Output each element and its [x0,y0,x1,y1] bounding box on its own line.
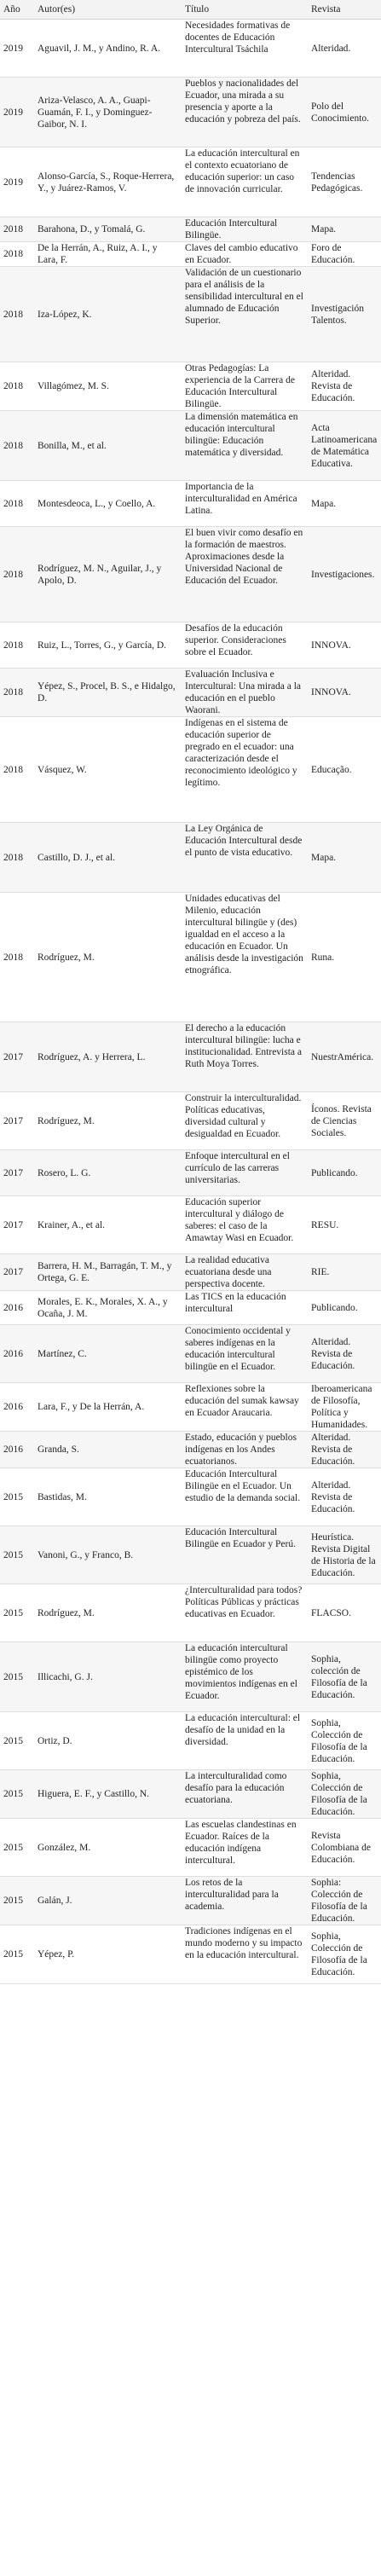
cell-authors: Rodríguez, M. [34,893,182,1022]
cell-title: Claves del cambio educativo en Ecuador. [182,242,308,267]
cell-journal: Runa. [308,893,381,1022]
cell-journal: Mapa. [308,217,381,242]
cell-journal: Mapa. [308,481,381,527]
cell-authors: González, M. [34,1819,182,1877]
table-row [0,1526,381,1584]
cell-title: El derecho a la educación intercultural bilingüe: lucha e institucionalidad. Entrevista a Ruth Moya Torres. [182,1022,308,1092]
cell-authors: Yépez, S., Procel, B. S., e Hidalgo, D. [34,669,182,717]
cell-journal: FLACSO. [308,1584,381,1642]
cell-title: Unidades educativas del Milenio, educación intercultural bilingüe y (des) igualdad en el acceso a la educación en Ecuador. Un análisis desde la investigación etnográfica. [182,893,308,1022]
table-body [0,20,381,1984]
cell-authors: Vanoni, G., y Franco, B. [34,1526,182,1584]
cell-year: 2015 [0,1925,34,1984]
cell-journal: Iberoamericana de Filosofía, Política y Humanidades. [308,1383,381,1432]
cell-authors: Montesdeoca, L., y Coello, A. [34,481,182,527]
cell-title: La educación intercultural en el contexto ecuatoriano de educación superior: un caso de innovación curricular. [182,148,308,217]
cell-authors: Illicachi, G. J. [34,1642,182,1712]
table-row [0,893,381,1022]
cell-journal: Alteridad. Revista de Educación. [308,1325,381,1383]
cell-title: Importancia de la interculturalidad en América Latina. [182,481,308,527]
table-row [0,78,381,148]
cell-authors: Martínez, C. [34,1325,182,1383]
cell-title: La interculturalidad como desafío para la educación ecuatoriana. [182,1770,308,1819]
header-journal: Revista [308,0,381,20]
cell-authors: Aguavil, J. M., y Andino, R. A. [34,20,182,78]
cell-year: 2017 [0,1254,34,1291]
cell-year: 2016 [0,1291,34,1325]
cell-year: 2019 [0,78,34,148]
cell-journal: Foro de Educación. [308,242,381,267]
cell-title: La Ley Orgánica de Educación Intercultural desde el punto de vista educativo. [182,823,308,893]
table-row [0,1432,381,1468]
cell-title: La realidad educativa ecuatoriana desde una perspectiva docente. [182,1254,308,1291]
cell-title: Las TICS en la educación intercultural [182,1291,308,1325]
cell-title: Indígenas en el sistema de educación superior de pregrado en el ecuador: una caracterización desde el reconocimiento ideológico y legítimo. [182,717,308,823]
cell-title: Las escuelas clandestinas en Ecuador. Raíces de la educación indígena intercultural. [182,1819,308,1877]
cell-authors: Ruiz, L., Torres, G., y García, D. [34,622,182,669]
cell-title: La dimensión matemática en educación intercultural bilingüe: Educación matemática y diversidad. [182,411,308,481]
cell-authors: Bastidas, M. [34,1468,182,1526]
cell-authors: Morales, E. K., Morales, X. A., y Ocaña, J. M. [34,1291,182,1325]
cell-authors: Ariza-Velasco, A. A., Guapi-Guamán, F. I., y Dominguez-Gaibor, N. I. [34,78,182,148]
cell-title: La educación intercultural: el desafío de la unidad en la diversidad. [182,1712,308,1770]
cell-title: Educación superior intercultural y diálogo de saberes: el caso de la Amawtay Wasi en Ecuador. [182,1196,308,1254]
cell-title: Necesidades formativas de docentes de Educación Intercultural Tsáchila [182,20,308,78]
cell-title: Los retos de la interculturalidad para la academia. [182,1877,308,1925]
table-row [0,1325,381,1383]
cell-title: Enfoque intercultural en el currículo de las carreras universitarias. [182,1150,308,1196]
cell-title: Educación Intercultural Bilingüe en Ecuador y Perú. [182,1526,308,1584]
cell-title: La educación intercultural bilingüe como proyecto epistémico de los movimientos indígenas en el Ecuador. [182,1642,308,1712]
cell-authors: Higuera, E. F., y Castillo, N. [34,1770,182,1819]
cell-year: 2018 [0,362,34,411]
cell-journal: Mapa. [308,823,381,893]
cell-journal: Polo del Conocimiento. [308,78,381,148]
cell-title: Estado, educación y pueblos indígenas en los Andes ecuatorianos. [182,1432,308,1468]
cell-authors: Villagómez, M. S. [34,362,182,411]
table-row [0,1196,381,1254]
cell-year: 2017 [0,1150,34,1196]
cell-journal: RIE. [308,1254,381,1291]
table-row [0,217,381,242]
cell-authors: Lara, F., y De la Herrán, A. [34,1383,182,1432]
cell-journal: Sophia, Colección de Filosofía de la Educación. [308,1925,381,1984]
cell-title: Educación Intercultural Bilingüe. [182,217,308,242]
cell-journal: Sophia: Colección de Filosofía de la Educación. [308,1877,381,1925]
cell-journal: Íconos. Revista de Ciencias Sociales. [308,1092,381,1150]
cell-year: 2015 [0,1642,34,1712]
cell-year: 2018 [0,622,34,669]
table-row [0,1877,381,1925]
cell-year: 2015 [0,1712,34,1770]
cell-year: 2016 [0,1325,34,1383]
cell-journal: Sophia, colección de Filosofía de la Educación. [308,1642,381,1712]
cell-year: 2018 [0,893,34,1022]
table-row [0,1383,381,1432]
cell-journal: Investigación Talentos. [308,267,381,362]
cell-authors: De la Herrán, A., Ruiz, A. I., y Lara, F. [34,242,182,267]
cell-journal: Sophia, Colección de Filosofía de la Educación. [308,1770,381,1819]
cell-year: 2019 [0,20,34,78]
cell-year: 2017 [0,1022,34,1092]
table-row [0,1254,381,1291]
cell-journal: RESU. [308,1196,381,1254]
table-row [0,823,381,893]
table-row [0,1291,381,1325]
cell-year: 2015 [0,1526,34,1584]
cell-journal: Alteridad. [308,20,381,78]
cell-year: 2018 [0,217,34,242]
table-row [0,1022,381,1092]
cell-journal: Revista Colombiana de Educación. [308,1819,381,1877]
table-row [0,1642,381,1712]
cell-year: 2017 [0,1092,34,1150]
cell-title: Desafíos de la educación superior. Consideraciones sobre el Ecuador. [182,622,308,669]
table-row [0,1584,381,1642]
cell-authors: Rodríguez, M. [34,1092,182,1150]
table-row [0,1712,381,1770]
cell-authors: Yépez, P. [34,1925,182,1984]
cell-journal: Tendencias Pedagógicas. [308,148,381,217]
table-row [0,267,381,362]
cell-journal: Acta Latinoamericana de Matemática Educativa. [308,411,381,481]
cell-authors: Galán, J. [34,1877,182,1925]
cell-authors: Vásquez, W. [34,717,182,823]
cell-title: El buen vivir como desafío en la formación de maestros. Aproximaciones desde la Universidad Nacional de Educación del Ecuador. [182,527,308,622]
cell-title: Validación de un cuestionario para el análisis de la sensibilidad intercultural en el alumnado de Educación Superior. [182,267,308,362]
cell-year: 2015 [0,1468,34,1526]
cell-year: 2017 [0,1196,34,1254]
table-row [0,527,381,622]
cell-year: 2015 [0,1819,34,1877]
cell-year: 2018 [0,823,34,893]
cell-authors: Iza-López, K. [34,267,182,362]
cell-title: Tradiciones indígenas en el mundo moderno y su impacto en la educación intercultural. [182,1925,308,1984]
cell-year: 2015 [0,1770,34,1819]
cell-year: 2018 [0,411,34,481]
cell-journal: NuestrAmérica. [308,1022,381,1092]
header-row [0,0,381,20]
cell-year: 2016 [0,1432,34,1468]
cell-authors: Castillo, D. J., et al. [34,823,182,893]
cell-title: Construir la interculturalidad. Políticas educativas, diversidad cultural y desigualdad en Ecuador. [182,1092,308,1150]
cell-year: 2018 [0,717,34,823]
table-row [0,1819,381,1877]
cell-authors: Alonso-García, S., Roque-Herrera, Y., y Juárez-Ramos, V. [34,148,182,217]
table-row [0,1150,381,1196]
cell-title: ¿Interculturalidad para todos? Políticas Públicas y prácticas educativas en Ecuador. [182,1584,308,1642]
cell-journal: Publicando. [308,1291,381,1325]
table-row [0,411,381,481]
table-row [0,1770,381,1819]
cell-title: Pueblos y nacionalidades del Ecuador, una mirada a su presencia y aporte a la educación y pobreza del país. [182,78,308,148]
cell-journal: Publicando. [308,1150,381,1196]
header-authors: Autor(es) [34,0,182,20]
table-row [0,20,381,78]
cell-authors: Rodríguez, A. y Herrera, L. [34,1022,182,1092]
cell-title: Evaluación Inclusiva e Intercultural: Una mirada a la educación en el pueblo Waorani. [182,669,308,717]
cell-journal: Educação. [308,717,381,823]
cell-authors: Krainer, A., et al. [34,1196,182,1254]
cell-journal: Heurística. Revista Digital de Historia de la Educación. [308,1526,381,1584]
cell-title: Otras Pedagogías: La experiencia de la Carrera de Educación Intercultural Bilingüe. [182,362,308,411]
cell-journal: Investigaciones. [308,527,381,622]
header-title: Título [182,0,308,20]
cell-year: 2018 [0,242,34,267]
cell-authors: Rosero, L. G. [34,1150,182,1196]
cell-title: Conocimiento occidental y saberes indígenas en la educación intercultural bilingüe en el Ecuador. [182,1325,308,1383]
table-row [0,1925,381,1984]
table-row [0,362,381,411]
cell-year: 2019 [0,148,34,217]
table-row [0,622,381,669]
cell-authors: Granda, S. [34,1432,182,1468]
cell-year: 2018 [0,481,34,527]
cell-authors: Rodríguez, M. [34,1584,182,1642]
cell-title: Reflexiones sobre la educación del sumak kawsay en Ecuador Araucaria. [182,1383,308,1432]
table-row [0,242,381,267]
cell-journal: INNOVA. [308,669,381,717]
cell-year: 2018 [0,669,34,717]
cell-year: 2015 [0,1584,34,1642]
table-row [0,1092,381,1150]
table-row [0,1468,381,1526]
table-row [0,669,381,717]
cell-journal: Alteridad. Revista de Educación. [308,1468,381,1526]
cell-journal: Alteridad. Revista de Educación. [308,362,381,411]
cell-authors: Barahona, D., y Tomalá, G. [34,217,182,242]
cell-authors: Bonilla, M., et al. [34,411,182,481]
table-row [0,717,381,823]
cell-title: Educación Intercultural Bilingüe en el Ecuador. Un estudio de la demanda social. [182,1468,308,1526]
cell-journal: Alteridad. Revista de Educación. [308,1432,381,1468]
header-year: Año [0,0,34,20]
cell-year: 2015 [0,1877,34,1925]
cell-authors: Barrera, H. M., Barragán, T. M., y Ortega, G. E. [34,1254,182,1291]
table-row [0,148,381,217]
cell-journal: INNOVA. [308,622,381,669]
cell-year: 2018 [0,267,34,362]
cell-authors: Rodríguez, M. N., Aguilar, J., y Apolo, D. [34,527,182,622]
cell-authors: Ortiz, D. [34,1712,182,1770]
cell-year: 2018 [0,527,34,622]
cell-year: 2016 [0,1383,34,1432]
cell-journal: Sophia, Colección de Filosofía de la Educación. [308,1712,381,1770]
table-row [0,481,381,527]
